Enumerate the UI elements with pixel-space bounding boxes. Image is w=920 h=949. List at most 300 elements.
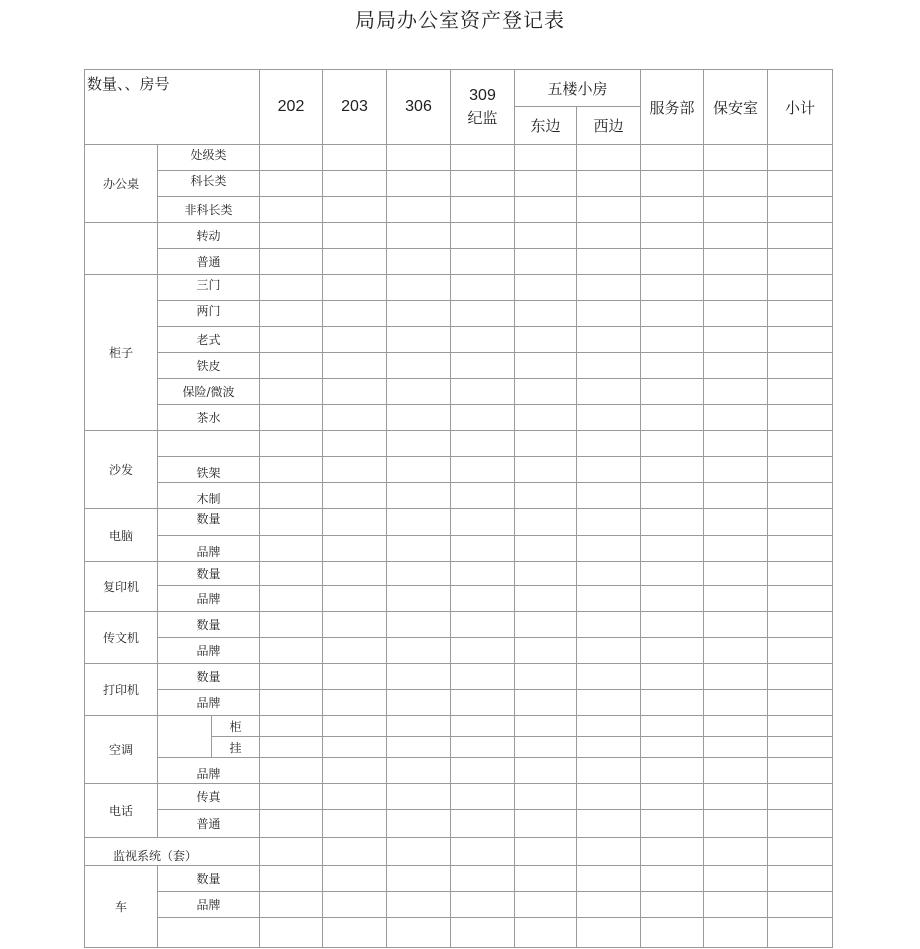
- data-cell: [515, 664, 577, 690]
- data-cell: [768, 353, 833, 379]
- data-cell: [323, 536, 387, 562]
- data-cell: [641, 638, 704, 664]
- data-cell: [260, 431, 323, 457]
- data-cell: [577, 145, 641, 171]
- data-cell: [515, 509, 577, 536]
- data-cell: [577, 223, 641, 249]
- data-cell: [577, 483, 641, 509]
- data-cell: [704, 918, 768, 948]
- header-east: 东边: [515, 107, 577, 145]
- data-cell: [387, 197, 451, 223]
- data-cell: [451, 866, 515, 892]
- data-cell: [387, 457, 451, 483]
- data-cell: [387, 810, 451, 838]
- data-cell: [260, 301, 323, 327]
- data-cell: [577, 892, 641, 918]
- data-cell: [515, 784, 577, 810]
- item-label: 数量: [158, 664, 260, 690]
- data-cell: [451, 586, 515, 612]
- data-cell: [451, 918, 515, 948]
- data-cell: [704, 758, 768, 784]
- data-cell: [704, 810, 768, 838]
- data-cell: [323, 171, 387, 197]
- data-cell: [704, 379, 768, 405]
- data-cell: [641, 431, 704, 457]
- data-cell: [260, 145, 323, 171]
- header-room-306: 306: [387, 70, 451, 145]
- data-cell: [704, 838, 768, 866]
- data-cell: [387, 431, 451, 457]
- data-cell: [641, 664, 704, 690]
- item-label: 传真: [158, 784, 260, 810]
- data-cell: [515, 327, 577, 353]
- data-cell: [387, 562, 451, 586]
- data-cell: [387, 509, 451, 536]
- data-cell: [260, 483, 323, 509]
- data-cell: [577, 197, 641, 223]
- group-cabinet: 柜子: [85, 275, 158, 431]
- data-cell: [515, 562, 577, 586]
- data-cell: [704, 562, 768, 586]
- data-cell: [387, 275, 451, 301]
- data-cell: [451, 223, 515, 249]
- data-cell: [451, 758, 515, 784]
- data-cell: [768, 838, 833, 866]
- data-cell: [768, 638, 833, 664]
- data-cell: [451, 171, 515, 197]
- header-room-309-number: 309: [469, 87, 496, 104]
- data-cell: [768, 405, 833, 431]
- item-label: 两门: [158, 301, 260, 327]
- data-cell: [704, 737, 768, 758]
- data-cell: [577, 586, 641, 612]
- data-cell: [387, 145, 451, 171]
- data-cell: [323, 838, 387, 866]
- data-cell: [515, 586, 577, 612]
- data-cell: [704, 638, 768, 664]
- data-cell: [387, 892, 451, 918]
- data-cell: [641, 612, 704, 638]
- data-cell: [323, 690, 387, 716]
- group-chair: [85, 223, 158, 275]
- item-label: 木制: [158, 483, 260, 509]
- data-cell: [323, 758, 387, 784]
- data-cell: [515, 353, 577, 379]
- header-subtotal: 小计: [768, 70, 833, 145]
- data-cell: [515, 866, 577, 892]
- data-cell: [387, 664, 451, 690]
- data-cell: [323, 379, 387, 405]
- data-cell: [577, 327, 641, 353]
- data-cell: [577, 457, 641, 483]
- data-cell: [260, 737, 323, 758]
- data-cell: [768, 784, 833, 810]
- data-cell: [323, 810, 387, 838]
- header-west: 西边: [577, 107, 641, 145]
- data-cell: [704, 509, 768, 536]
- data-cell: [451, 562, 515, 586]
- data-cell: [704, 145, 768, 171]
- data-cell: [768, 457, 833, 483]
- data-cell: [577, 249, 641, 275]
- data-cell: [641, 457, 704, 483]
- data-cell: [387, 866, 451, 892]
- item-label: 非科长类: [158, 197, 260, 223]
- data-cell: [641, 810, 704, 838]
- data-cell: [323, 638, 387, 664]
- data-cell: [451, 275, 515, 301]
- data-cell: [515, 612, 577, 638]
- data-cell: [577, 509, 641, 536]
- data-cell: [323, 301, 387, 327]
- data-cell: [704, 457, 768, 483]
- data-cell: [387, 405, 451, 431]
- data-cell: [260, 664, 323, 690]
- data-cell: [704, 223, 768, 249]
- data-cell: [451, 536, 515, 562]
- data-cell: [323, 275, 387, 301]
- item-label: 数量: [158, 866, 260, 892]
- data-cell: [641, 353, 704, 379]
- data-cell: [387, 737, 451, 758]
- data-cell: [704, 197, 768, 223]
- data-cell: [768, 562, 833, 586]
- data-cell: [260, 249, 323, 275]
- page-title: 局局办公室资产登记表: [355, 8, 565, 32]
- data-cell: [323, 784, 387, 810]
- data-cell: [768, 197, 833, 223]
- data-cell: [641, 690, 704, 716]
- data-cell: [515, 197, 577, 223]
- data-cell: [768, 249, 833, 275]
- data-cell: [768, 586, 833, 612]
- data-cell: [577, 612, 641, 638]
- data-cell: [768, 509, 833, 536]
- data-cell: [260, 197, 323, 223]
- data-cell: [515, 690, 577, 716]
- data-cell: [515, 638, 577, 664]
- data-cell: [577, 690, 641, 716]
- data-cell: [260, 562, 323, 586]
- data-cell: [387, 586, 451, 612]
- data-cell: [641, 892, 704, 918]
- data-cell: [260, 612, 323, 638]
- data-cell: [387, 223, 451, 249]
- item-label: 数量: [158, 562, 260, 586]
- header-room-203: 203: [323, 70, 387, 145]
- item-label: 品牌: [158, 690, 260, 716]
- data-cell: [768, 145, 833, 171]
- data-cell: [323, 483, 387, 509]
- data-cell: [577, 431, 641, 457]
- data-cell: [641, 379, 704, 405]
- data-cell: [515, 431, 577, 457]
- item-label: 处级类: [158, 145, 260, 171]
- data-cell: [641, 405, 704, 431]
- data-cell: [323, 353, 387, 379]
- data-cell: [323, 612, 387, 638]
- data-cell: [768, 301, 833, 327]
- data-cell: [641, 301, 704, 327]
- data-cell: [515, 223, 577, 249]
- header-room-309: [451, 70, 515, 145]
- data-cell: [451, 612, 515, 638]
- data-cell: [577, 638, 641, 664]
- data-cell: [451, 353, 515, 379]
- group-sofa: 沙发: [85, 431, 158, 509]
- data-cell: [260, 784, 323, 810]
- data-cell: [768, 483, 833, 509]
- data-cell: [768, 327, 833, 353]
- data-cell: [704, 431, 768, 457]
- data-cell: [260, 838, 323, 866]
- data-cell: [260, 866, 323, 892]
- group-printer: 打印机: [85, 664, 158, 716]
- data-cell: [641, 483, 704, 509]
- data-cell: [577, 810, 641, 838]
- data-cell: [515, 301, 577, 327]
- data-cell: [577, 171, 641, 197]
- data-cell: [704, 536, 768, 562]
- item-label: 品牌: [158, 638, 260, 664]
- data-cell: [577, 301, 641, 327]
- data-cell: [387, 171, 451, 197]
- data-cell: [451, 145, 515, 171]
- data-cell: [641, 327, 704, 353]
- data-cell: [451, 457, 515, 483]
- group-copier: 复印机: [85, 562, 158, 612]
- data-cell: [768, 431, 833, 457]
- data-cell: [704, 784, 768, 810]
- item-label: 品牌: [158, 758, 260, 784]
- data-cell: [641, 536, 704, 562]
- data-cell: [768, 892, 833, 918]
- item-label: 保险/微波: [158, 379, 260, 405]
- data-cell: [768, 737, 833, 758]
- data-cell: [451, 838, 515, 866]
- data-cell: [768, 758, 833, 784]
- data-cell: [768, 664, 833, 690]
- data-cell: [704, 483, 768, 509]
- data-cell: [704, 716, 768, 737]
- data-cell: [260, 586, 323, 612]
- item-label: 品牌: [158, 586, 260, 612]
- data-cell: [768, 918, 833, 948]
- data-cell: [387, 758, 451, 784]
- data-cell: [260, 379, 323, 405]
- data-cell: [451, 301, 515, 327]
- data-cell: [515, 275, 577, 301]
- data-cell: [515, 838, 577, 866]
- data-cell: [387, 918, 451, 948]
- data-cell: [323, 509, 387, 536]
- data-cell: [577, 562, 641, 586]
- item-label: 数量: [158, 612, 260, 638]
- item-label: 普通: [158, 249, 260, 275]
- data-cell: [515, 171, 577, 197]
- item-label: 品牌: [158, 892, 260, 918]
- data-cell: [641, 758, 704, 784]
- data-cell: [323, 327, 387, 353]
- data-cell: [704, 249, 768, 275]
- data-cell: [323, 716, 387, 737]
- group-car: 车: [85, 866, 158, 948]
- data-cell: [577, 758, 641, 784]
- data-cell: [323, 918, 387, 948]
- data-cell: [260, 810, 323, 838]
- data-cell: [577, 536, 641, 562]
- group-fax: 传文机: [85, 612, 158, 664]
- aircon-type-spacer: [158, 716, 212, 758]
- data-cell: [704, 612, 768, 638]
- data-cell: [323, 562, 387, 586]
- data-cell: [515, 457, 577, 483]
- header-service: 服务部: [641, 70, 704, 145]
- data-cell: [704, 866, 768, 892]
- data-cell: [768, 866, 833, 892]
- data-cell: [451, 737, 515, 758]
- data-cell: [641, 918, 704, 948]
- group-desk: 办公桌: [85, 145, 158, 223]
- item-label: 茶水: [158, 405, 260, 431]
- data-cell: [387, 612, 451, 638]
- item-label: 品牌: [158, 536, 260, 562]
- data-cell: [323, 249, 387, 275]
- data-cell: [768, 223, 833, 249]
- data-cell: [704, 586, 768, 612]
- data-cell: [704, 690, 768, 716]
- data-cell: [387, 690, 451, 716]
- data-cell: [260, 638, 323, 664]
- data-cell: [515, 483, 577, 509]
- data-cell: [387, 638, 451, 664]
- item-label: [158, 431, 260, 457]
- data-cell: [260, 353, 323, 379]
- data-cell: [641, 249, 704, 275]
- data-cell: [387, 838, 451, 866]
- data-cell: [768, 275, 833, 301]
- data-cell: [323, 197, 387, 223]
- data-cell: [515, 810, 577, 838]
- data-cell: [515, 892, 577, 918]
- header-security: 保安室: [704, 70, 768, 145]
- data-cell: [577, 784, 641, 810]
- item-label: 铁架: [158, 457, 260, 483]
- data-cell: [704, 892, 768, 918]
- header-room-309-name: 纪监: [467, 109, 498, 127]
- item-label: 普通: [158, 810, 260, 838]
- data-cell: [515, 536, 577, 562]
- item-label: 柜: [212, 716, 260, 737]
- data-cell: [323, 145, 387, 171]
- data-cell: [387, 249, 451, 275]
- data-cell: [451, 664, 515, 690]
- data-cell: [260, 509, 323, 536]
- item-label: 挂: [212, 737, 260, 758]
- data-cell: [577, 866, 641, 892]
- data-cell: [768, 379, 833, 405]
- data-cell: [387, 301, 451, 327]
- data-cell: [260, 536, 323, 562]
- data-cell: [451, 249, 515, 275]
- data-cell: [260, 223, 323, 249]
- data-cell: [260, 758, 323, 784]
- data-cell: [451, 509, 515, 536]
- data-cell: [323, 586, 387, 612]
- data-cell: [515, 918, 577, 948]
- data-cell: [704, 171, 768, 197]
- header-corner: 数量、、房号: [85, 70, 260, 145]
- data-cell: [260, 327, 323, 353]
- data-cell: [451, 810, 515, 838]
- data-cell: [451, 405, 515, 431]
- data-cell: [704, 301, 768, 327]
- item-label: 三门: [158, 275, 260, 301]
- data-cell: [768, 810, 833, 838]
- data-cell: [387, 327, 451, 353]
- data-cell: [451, 483, 515, 509]
- data-cell: [260, 690, 323, 716]
- data-cell: [515, 716, 577, 737]
- data-cell: [768, 171, 833, 197]
- data-cell: [641, 275, 704, 301]
- data-cell: [641, 866, 704, 892]
- data-cell: [451, 197, 515, 223]
- item-label: 老式: [158, 327, 260, 353]
- item-label-monitor: 监视系统（套）: [85, 838, 260, 866]
- data-cell: [387, 716, 451, 737]
- data-cell: [641, 586, 704, 612]
- item-label: 转动: [158, 223, 260, 249]
- data-cell: [451, 716, 515, 737]
- data-cell: [515, 379, 577, 405]
- data-cell: [515, 405, 577, 431]
- data-cell: [577, 275, 641, 301]
- header-room-202: 202: [260, 70, 323, 145]
- data-cell: [387, 379, 451, 405]
- data-cell: [515, 249, 577, 275]
- data-cell: [641, 223, 704, 249]
- data-cell: [641, 562, 704, 586]
- data-cell: [451, 784, 515, 810]
- data-cell: [704, 405, 768, 431]
- data-cell: [323, 223, 387, 249]
- data-cell: [323, 405, 387, 431]
- data-cell: [323, 866, 387, 892]
- data-cell: [515, 737, 577, 758]
- data-cell: [323, 457, 387, 483]
- data-cell: [515, 758, 577, 784]
- data-cell: [260, 171, 323, 197]
- data-cell: [260, 918, 323, 948]
- data-cell: [451, 379, 515, 405]
- data-cell: [641, 509, 704, 536]
- data-cell: [577, 664, 641, 690]
- data-cell: [577, 405, 641, 431]
- data-cell: [704, 275, 768, 301]
- item-label: [158, 918, 260, 948]
- data-cell: [451, 431, 515, 457]
- data-cell: [641, 145, 704, 171]
- data-cell: [577, 379, 641, 405]
- data-cell: [768, 716, 833, 737]
- data-cell: [641, 737, 704, 758]
- data-cell: [641, 171, 704, 197]
- data-cell: [387, 353, 451, 379]
- data-cell: [641, 838, 704, 866]
- data-cell: [451, 327, 515, 353]
- data-cell: [323, 737, 387, 758]
